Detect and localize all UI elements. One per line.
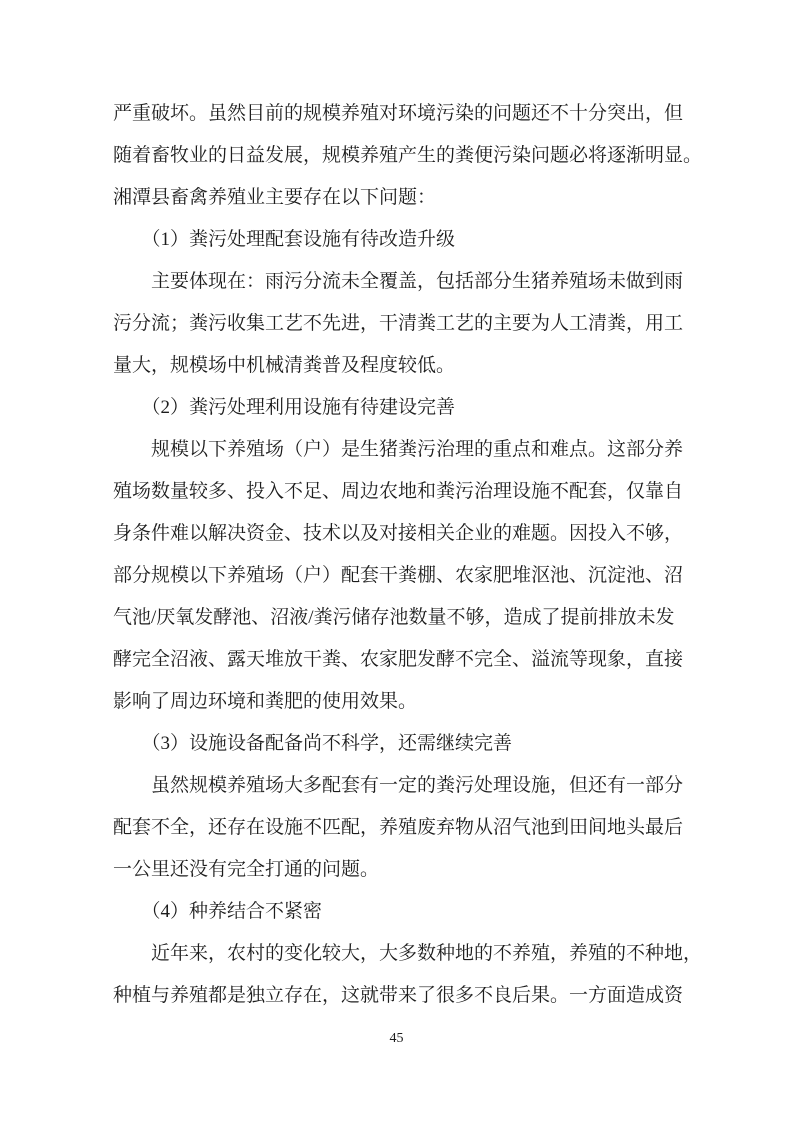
text-line: 一公里还没有完全打通的问题。 [113,859,380,880]
text-line: 气池/厌氧发酵池、沼液/粪污储存池数量不够，造成了提前排放未发 [113,607,675,628]
text-line: （3）设施设备配备尚不科学，还需继续完善 [113,733,513,754]
text-line: （4）种养结合不紧密 [113,901,323,922]
text-line: 随着畜牧业的日益发展，规模养殖产生的粪便污染问题必将逐渐明显。 [113,145,703,166]
text-line: 湘潭县畜禽养殖业主要存在以下问题： [113,187,437,208]
text-line: （2）粪污处理利用设施有待建设完善 [113,397,456,418]
text-line: 规模以下养殖场（户）是生猪粪污治理的重点和难点。这部分养 [113,439,684,460]
text-line: 配套不全，还存在设施不匹配，养殖废弃物从沼气池到田间地头最后 [113,817,684,838]
text-line: 污分流；粪污收集工艺不先进，干清粪工艺的主要为人工清粪，用工 [113,313,684,334]
text-line: 身条件难以解决资金、技术以及对接相关企业的难题。因投入不够， [113,523,684,544]
text-line: 量大，规模场中机械清粪普及程度较低。 [113,355,456,376]
text-line: 影响了周边环境和粪肥的使用效果。 [113,691,418,712]
text-line: 酵完全沼液、露天堆放干粪、农家肥发酵不完全、溢流等现象，直接 [113,649,684,670]
text-line: 虽然规模养殖场大多配套有一定的粪污处理设施，但还有一部分 [113,775,684,796]
text-line: （1）粪污处理配套设施有待改造升级 [113,229,456,250]
text-line: 种植与养殖都是独立存在，这就带来了很多不良后果。一方面造成资 [113,985,684,1006]
text-line: 部分规模以下养殖场（户）配套干粪棚、农家肥堆沤池、沉淀池、沼 [113,565,684,586]
text-line: 主要体现在：雨污分流未全覆盖，包括部分生猪养殖场未做到雨 [113,271,684,292]
text-line: 殖场数量较多、投入不足、周边农地和粪污治理设施不配套，仅靠自 [113,481,684,502]
page-number: 45 [389,1031,404,1046]
text-line: 严重破坏。虽然目前的规模养殖对环境污染的问题还不十分突出，但 [113,103,684,124]
body-text [113,93,713,1017]
text-line: 近年来，农村的变化较大，大多数种地的不养殖，养殖的不种地， [113,943,703,964]
